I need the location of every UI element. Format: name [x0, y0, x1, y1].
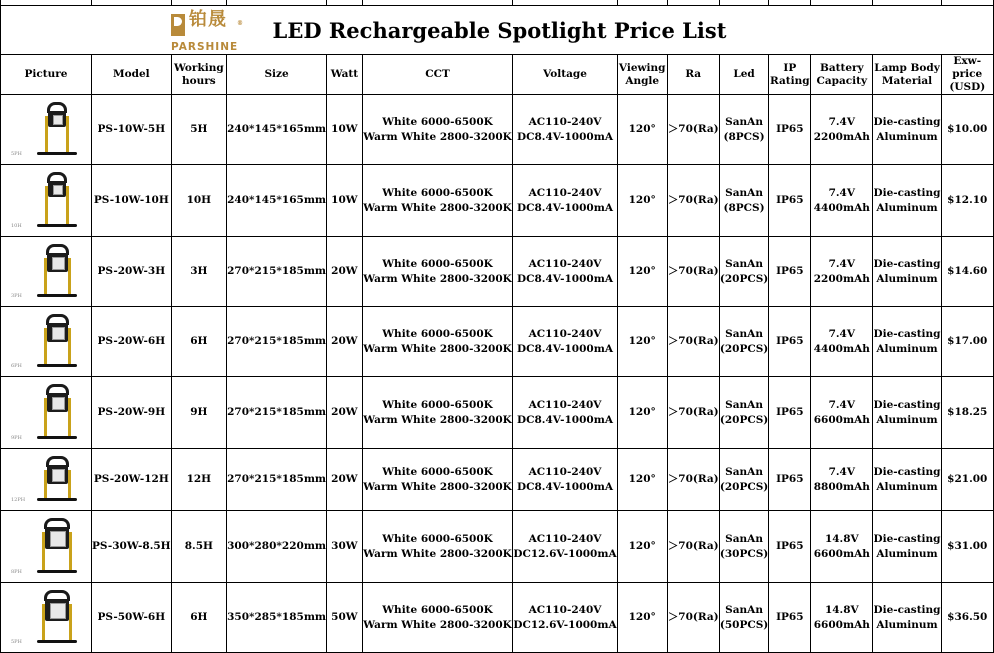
working-hours-cell: 12H [171, 449, 226, 511]
material-cell [873, 583, 941, 653]
battery-cell-line-1: 14.8V [824, 532, 859, 545]
voltage-cell-line-1: AC110-240V [528, 398, 602, 411]
table-row [1, 237, 994, 307]
model-cell: PS-20W-6H [92, 307, 172, 377]
model-cell: PS-50W-6H [92, 583, 172, 653]
viewing-angle-cell: 120° [617, 237, 667, 307]
battery-cell-line-1: 7.4V [828, 465, 856, 478]
lamp-stand-right [68, 328, 71, 364]
material-cell-line-1: Die-casting [873, 186, 941, 199]
size-cell: 270*215*185mm [227, 237, 327, 307]
product-picture-cell [1, 307, 92, 377]
lamp-face [52, 257, 65, 270]
led-cell-line-2: (8PCS) [723, 130, 765, 143]
col-header-viewing-angle-label: Viewing Angle [618, 61, 666, 87]
cct-cell [362, 449, 513, 511]
battery-cell [811, 449, 873, 511]
product-picture-cell [1, 377, 92, 449]
col-header-working-hours [171, 55, 226, 95]
material-cell [873, 307, 941, 377]
material-cell-line-1: Die-casting [873, 398, 941, 411]
product-picture-cell [1, 165, 92, 237]
table-row [1, 377, 994, 449]
lamp-stand-left [44, 470, 47, 498]
led-cell-line-2: (20PCS) [719, 480, 769, 493]
header-row [1, 55, 994, 95]
lamp-face [53, 115, 63, 125]
ip-rating-cell: IP65 [769, 449, 811, 511]
cct-cell-line-1: White 6000-6500K [382, 327, 493, 340]
col-header-exw-price [941, 55, 993, 95]
watt-cell: 50W [327, 583, 363, 653]
spotlight-icon [37, 102, 77, 158]
battery-cell-line-1: 7.4V [828, 115, 856, 128]
watt-cell: 20W [327, 307, 363, 377]
cct-cell-line-2: Warm White 2800-3200K [363, 272, 512, 285]
size-cell: 270*215*185mm [227, 377, 327, 449]
working-hours-cell: 5H [171, 95, 226, 165]
watt-cell: 10W [327, 95, 363, 165]
battery-cell-line-2: 2200mAh [813, 130, 870, 143]
ra-cell: ＞70(Ra) [667, 583, 719, 653]
voltage-cell-line-1: AC110-240V [528, 532, 602, 545]
ip-rating-cell: IP65 [769, 511, 811, 583]
working-hours-cell: 9H [171, 377, 226, 449]
col-header-lamp-body-material-label: Lamp Body Material [874, 61, 940, 87]
battery-cell-line-1: 7.4V [828, 398, 856, 411]
lamp-stand-right [68, 258, 71, 294]
size-cell: 270*215*185mm [227, 307, 327, 377]
lamp-face [50, 531, 66, 547]
material-cell [873, 237, 941, 307]
voltage-cell [513, 307, 617, 377]
product-picture-cell [1, 95, 92, 165]
led-cell-line-1: SanAn [725, 532, 763, 545]
voltage-cell [513, 165, 617, 237]
col-header-model: Model [92, 55, 172, 95]
lamp-foot [37, 152, 77, 155]
battery-cell [811, 307, 873, 377]
price-cell: $10.00 [941, 95, 993, 165]
col-header-battery-capacity [811, 55, 873, 95]
material-cell-line-2: Aluminum [876, 342, 938, 355]
cct-cell-line-2: Warm White 2800-3200K [363, 547, 512, 560]
col-header-ip-rating [769, 55, 811, 95]
led-cell [719, 511, 769, 583]
material-cell-line-2: Aluminum [876, 618, 938, 631]
product-picture-cell [1, 449, 92, 511]
model-cell: PS-20W-9H [92, 377, 172, 449]
led-cell-line-2: (20PCS) [719, 272, 769, 285]
ip-rating-cell: IP65 [769, 237, 811, 307]
ip-rating-cell: IP65 [769, 377, 811, 449]
voltage-cell [513, 237, 617, 307]
model-cell: PS-10W-5H [92, 95, 172, 165]
cct-cell-line-1: White 6000-6500K [382, 186, 493, 199]
price-cell: $18.25 [941, 377, 993, 449]
size-cell: 240*145*165mm [227, 95, 327, 165]
battery-cell-line-2: 4400mAh [813, 201, 870, 214]
title-row [1, 6, 994, 55]
spotlight-image [1, 166, 91, 236]
lamp-foot [37, 364, 77, 367]
spotlight-icon [37, 590, 77, 646]
cct-cell-line-2: Warm White 2800-3200K [363, 618, 512, 631]
cct-cell-line-1: White 6000-6500K [382, 603, 493, 616]
led-cell-line-1: SanAn [725, 186, 763, 199]
table-row [1, 449, 994, 511]
voltage-cell [513, 511, 617, 583]
led-cell-line-1: SanAn [725, 398, 763, 411]
material-cell-line-1: Die-casting [873, 603, 941, 616]
cct-cell-line-1: White 6000-6500K [382, 465, 493, 478]
spotlight-icon [37, 518, 77, 576]
table-row [1, 511, 994, 583]
table-row [1, 165, 994, 237]
led-cell-line-1: SanAn [725, 257, 763, 270]
ra-cell: ＞70(Ra) [667, 237, 719, 307]
lamp-face [52, 397, 65, 410]
material-cell-line-2: Aluminum [876, 272, 938, 285]
battery-cell [811, 511, 873, 583]
voltage-cell [513, 377, 617, 449]
led-cell [719, 165, 769, 237]
material-cell-line-2: Aluminum [876, 413, 938, 426]
led-cell-line-2: (20PCS) [719, 413, 769, 426]
material-cell-line-2: Aluminum [876, 201, 938, 214]
cct-cell-line-1: White 6000-6500K [382, 115, 493, 128]
lamp-face [52, 469, 65, 482]
picture-tag: 3PH [11, 292, 22, 299]
picture-tag: 5PH [11, 638, 22, 645]
voltage-cell-line-1: AC110-240V [528, 465, 602, 478]
material-cell-line-1: Die-casting [873, 532, 941, 545]
spotlight-icon [37, 314, 77, 370]
cct-cell [362, 377, 513, 449]
cct-cell-line-1: White 6000-6500K [382, 532, 493, 545]
spotlight-image [1, 584, 91, 652]
led-cell-line-2: (50PCS) [719, 618, 769, 631]
voltage-cell [513, 583, 617, 653]
lamp-stand-left [44, 328, 47, 364]
material-cell [873, 95, 941, 165]
voltage-cell-line-2: DC12.6V-1000mA [513, 618, 617, 631]
parshine-logo-mark-icon [171, 14, 185, 36]
lamp-stand-right [69, 532, 72, 570]
size-cell: 300*280*220mm [227, 511, 327, 583]
led-cell-line-1: SanAn [725, 115, 763, 128]
led-cell [719, 449, 769, 511]
ip-rating-cell: IP65 [769, 583, 811, 653]
ip-rating-cell: IP65 [769, 95, 811, 165]
lamp-stand-left [44, 258, 47, 294]
battery-cell-line-2: 8800mAh [813, 480, 870, 493]
model-cell: PS-30W-8.5H [92, 511, 172, 583]
spotlight-image [1, 238, 91, 306]
material-cell-line-2: Aluminum [876, 480, 938, 493]
col-header-working-hours-label: Working hours [173, 61, 224, 87]
cct-cell [362, 511, 513, 583]
cct-cell-line-2: Warm White 2800-3200K [363, 480, 512, 493]
voltage-cell-line-2: DC8.4V-1000mA [517, 413, 613, 426]
logo-cell [1, 6, 327, 55]
lamp-stand-left [44, 398, 47, 436]
voltage-cell-line-2: DC8.4V-1000mA [517, 342, 613, 355]
product-picture-cell [1, 511, 92, 583]
logo-english-text: PARSHINE [171, 41, 239, 53]
voltage-cell-line-1: AC110-240V [528, 257, 602, 270]
spotlight-icon [37, 456, 77, 504]
voltage-cell [513, 95, 617, 165]
cct-cell-line-2: Warm White 2800-3200K [363, 130, 512, 143]
cct-cell-line-2: Warm White 2800-3200K [363, 342, 512, 355]
ra-cell: ＞70(Ra) [667, 95, 719, 165]
battery-cell [811, 237, 873, 307]
cct-cell-line-2: Warm White 2800-3200K [363, 413, 512, 426]
material-cell-line-1: Die-casting [873, 465, 941, 478]
material-cell [873, 165, 941, 237]
led-cell-line-1: SanAn [725, 327, 763, 340]
battery-cell [811, 583, 873, 653]
table-row [1, 583, 994, 653]
col-header-lamp-body-material [873, 55, 941, 95]
battery-cell-line-2: 6600mAh [813, 413, 870, 426]
product-picture-cell [1, 583, 92, 653]
material-cell [873, 449, 941, 511]
led-cell-line-2: (8PCS) [723, 201, 765, 214]
battery-cell-line-1: 7.4V [828, 327, 856, 340]
material-cell-line-2: Aluminum [876, 547, 938, 560]
voltage-cell-line-1: AC110-240V [528, 327, 602, 340]
price-cell: $12.10 [941, 165, 993, 237]
material-cell-line-1: Die-casting [873, 115, 941, 128]
lamp-foot [37, 436, 77, 439]
battery-cell-line-1: 14.8V [824, 603, 859, 616]
led-cell [719, 377, 769, 449]
page-title: LED Rechargeable Spotlight Price List [272, 17, 727, 43]
ra-cell: ＞70(Ra) [667, 511, 719, 583]
col-header-size: Size [227, 55, 327, 95]
picture-tag: 9PH [11, 434, 22, 441]
lamp-stand-left [42, 604, 45, 640]
size-cell: 350*285*185mm [227, 583, 327, 653]
spotlight-icon [37, 384, 77, 442]
voltage-cell-line-2: DC8.4V-1000mA [517, 130, 613, 143]
viewing-angle-cell: 120° [617, 95, 667, 165]
working-hours-cell: 10H [171, 165, 226, 237]
led-cell-line-2: (20PCS) [719, 342, 769, 355]
col-header-battery-capacity-label: Battery Capacity [816, 61, 868, 87]
working-hours-cell: 8.5H [171, 511, 226, 583]
cct-cell-line-1: White 6000-6500K [382, 257, 493, 270]
model-cell: PS-10W-10H [92, 165, 172, 237]
spotlight-image [1, 512, 91, 582]
ip-rating-cell: IP65 [769, 307, 811, 377]
lamp-foot [37, 294, 77, 297]
ra-cell: ＞70(Ra) [667, 449, 719, 511]
size-cell: 240*145*165mm [227, 165, 327, 237]
watt-cell: 10W [327, 165, 363, 237]
product-picture-cell [1, 237, 92, 307]
led-cell-line-1: SanAn [725, 603, 763, 616]
material-cell-line-1: Die-casting [873, 327, 941, 340]
price-cell: $36.50 [941, 583, 993, 653]
spotlight-image [1, 96, 91, 164]
picture-tag: 5PH [11, 150, 22, 157]
col-header-watt: Watt [327, 55, 363, 95]
viewing-angle-cell: 120° [617, 307, 667, 377]
lamp-stand-left [45, 186, 48, 224]
lamp-foot [37, 570, 77, 573]
parshine-logo [171, 9, 251, 54]
cct-cell-line-2: Warm White 2800-3200K [363, 201, 512, 214]
picture-tag: 12PH [11, 496, 26, 503]
table-row [1, 95, 994, 165]
cct-cell [362, 307, 513, 377]
led-cell-line-2: (30PCS) [719, 547, 769, 560]
watt-cell: 20W [327, 377, 363, 449]
battery-cell [811, 377, 873, 449]
lamp-stand-left [42, 532, 45, 570]
voltage-cell [513, 449, 617, 511]
viewing-angle-cell: 120° [617, 449, 667, 511]
cct-cell-line-1: White 6000-6500K [382, 398, 493, 411]
voltage-cell-line-1: AC110-240V [528, 603, 602, 616]
lamp-stand-right [66, 116, 69, 152]
logo-registered-mark: ® [237, 20, 243, 27]
led-cell-line-1: SanAn [725, 465, 763, 478]
battery-cell [811, 95, 873, 165]
col-header-viewing-angle [617, 55, 667, 95]
led-cell [719, 583, 769, 653]
col-header-ip-rating-label: IP Rating [770, 61, 810, 87]
col-header-cct: CCT [362, 55, 513, 95]
voltage-cell-line-2: DC12.6V-1000mA [513, 547, 617, 560]
cct-cell [362, 95, 513, 165]
table-row [1, 307, 994, 377]
cct-cell [362, 583, 513, 653]
led-cell [719, 95, 769, 165]
ip-rating-cell: IP65 [769, 165, 811, 237]
viewing-angle-cell: 120° [617, 511, 667, 583]
viewing-angle-cell: 120° [617, 583, 667, 653]
battery-cell-line-1: 7.4V [828, 186, 856, 199]
battery-cell-line-2: 2200mAh [813, 272, 870, 285]
working-hours-cell: 6H [171, 583, 226, 653]
ra-cell: ＞70(Ra) [667, 307, 719, 377]
picture-tag: 6PH [11, 362, 22, 369]
spotlight-icon [37, 244, 77, 300]
col-header-picture: Picture [1, 55, 92, 95]
material-cell [873, 377, 941, 449]
battery-cell-line-1: 7.4V [828, 257, 856, 270]
battery-cell-line-2: 6600mAh [813, 618, 870, 631]
working-hours-cell: 3H [171, 237, 226, 307]
lamp-stand-right [68, 398, 71, 436]
lamp-face [50, 603, 66, 619]
col-header-voltage: Voltage [513, 55, 617, 95]
watt-cell: 20W [327, 237, 363, 307]
price-cell: $21.00 [941, 449, 993, 511]
model-cell: PS-20W-12H [92, 449, 172, 511]
col-header-exw-price-label: Exw-price (USD) [949, 55, 986, 93]
picture-tag: 10H [11, 222, 22, 229]
voltage-cell-line-1: AC110-240V [528, 115, 602, 128]
size-cell: 270*215*185mm [227, 449, 327, 511]
lamp-foot [37, 224, 77, 227]
watt-cell: 20W [327, 449, 363, 511]
col-header-ra: Ra [667, 55, 719, 95]
lamp-face [52, 327, 65, 340]
price-cell: $14.60 [941, 237, 993, 307]
ra-cell: ＞70(Ra) [667, 165, 719, 237]
material-cell-line-2: Aluminum [876, 130, 938, 143]
lamp-stand-right [68, 470, 71, 498]
spotlight-image [1, 378, 91, 448]
picture-tag: 8PH [11, 568, 22, 575]
logo-chinese-text: 铂晟 [189, 9, 227, 30]
material-cell-line-1: Die-casting [873, 257, 941, 270]
model-cell: PS-20W-3H [92, 237, 172, 307]
ra-cell: ＞70(Ra) [667, 377, 719, 449]
voltage-cell-line-2: DC8.4V-1000mA [517, 201, 613, 214]
voltage-cell-line-2: DC8.4V-1000mA [517, 272, 613, 285]
battery-cell-line-2: 4400mAh [813, 342, 870, 355]
watt-cell: 30W [327, 511, 363, 583]
spotlight-image [1, 450, 91, 510]
voltage-cell-line-1: AC110-240V [528, 186, 602, 199]
cct-cell [362, 165, 513, 237]
lamp-foot [37, 640, 77, 643]
col-header-led: Led [719, 55, 769, 95]
spotlight-image [1, 308, 91, 376]
led-cell [719, 237, 769, 307]
material-cell [873, 511, 941, 583]
led-cell [719, 307, 769, 377]
spotlight-icon [37, 172, 77, 230]
working-hours-cell: 6H [171, 307, 226, 377]
voltage-cell-line-2: DC8.4V-1000mA [517, 480, 613, 493]
lamp-face [53, 185, 63, 195]
price-cell: $17.00 [941, 307, 993, 377]
battery-cell [811, 165, 873, 237]
lamp-stand-right [69, 604, 72, 640]
lamp-stand-right [66, 186, 69, 224]
cct-cell [362, 237, 513, 307]
title-cell [272, 6, 994, 55]
lamp-foot [37, 498, 77, 501]
viewing-angle-cell: 120° [617, 165, 667, 237]
lamp-stand-left [45, 116, 48, 152]
price-cell: $31.00 [941, 511, 993, 583]
battery-cell-line-2: 6600mAh [813, 547, 870, 560]
viewing-angle-cell: 120° [617, 377, 667, 449]
